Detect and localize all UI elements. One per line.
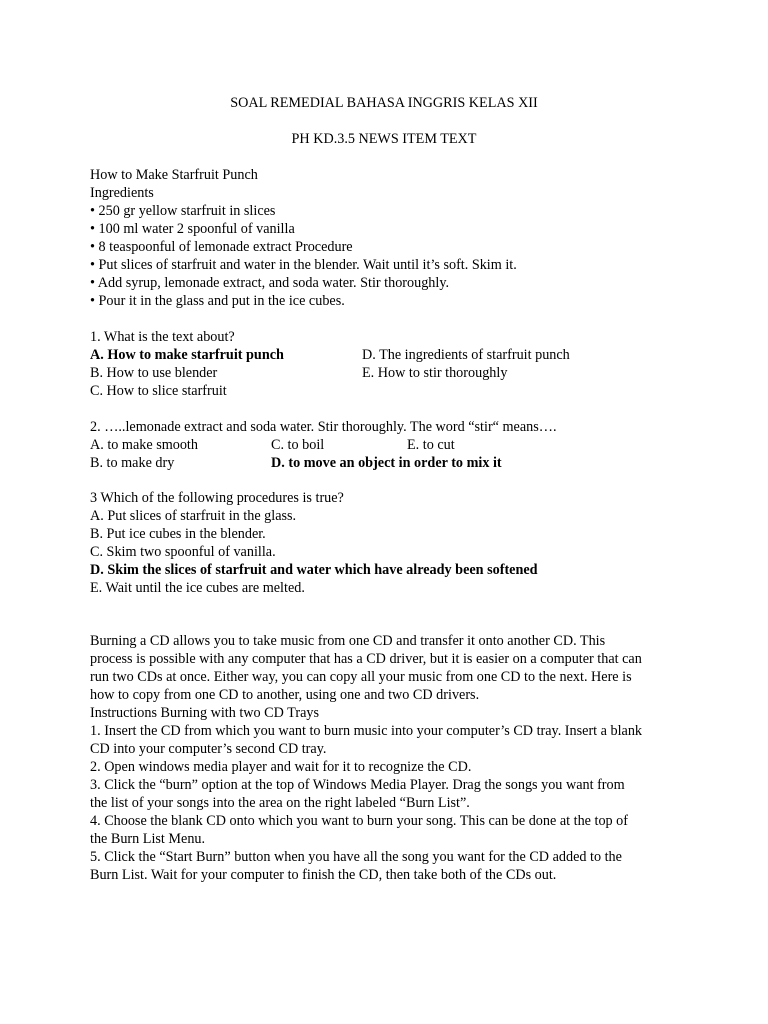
- recipe-line: • 8 teaspoonful of lemonade extract Procedure: [90, 239, 353, 255]
- question-3: [90, 489, 690, 597]
- q2-option-d-answer: D. to move an object in order to mix it: [271, 455, 502, 471]
- recipe-title: How to Make Starfruit Punch: [90, 167, 258, 183]
- question-2-text: 2. …..lemonade extract and soda water. Stir thoroughly. The word “stir“ means….: [90, 419, 557, 435]
- step-line: the Burn List Menu.: [90, 831, 206, 847]
- recipe-text: [90, 166, 690, 310]
- step-line: Burn List. Wait for your computer to finish the CD, then take both of the CDs out.: [90, 867, 557, 883]
- step-line: 2. Open windows media player and wait for it to recognize the CD.: [90, 759, 472, 775]
- q3-option-b: B. Put ice cubes in the blender.: [90, 526, 266, 542]
- passage-line: process is possible with any computer that has a CD driver, but it is easier on a computer that can: [90, 651, 642, 667]
- step-line: 4. Choose the blank CD onto which you want to burn your song. This can be done at the top of: [90, 813, 628, 829]
- q2-option-a: A. to make smooth: [90, 437, 198, 453]
- question-1-text: 1. What is the text about?: [90, 329, 235, 345]
- q1-option-e: E. How to stir thoroughly: [362, 365, 508, 381]
- document-title: SOAL REMEDIAL BAHASA INGGRIS KELAS XII: [230, 95, 538, 111]
- step-line: CD into your computer’s second CD tray.: [90, 741, 327, 757]
- step-line: 3. Click the “burn” option at the top of Windows Media Player. Drag the songs you want from: [90, 777, 625, 793]
- passage-line: Burning a CD allows you to take music from one CD and transfer it onto another CD. This: [90, 633, 606, 649]
- step-line: 5. Click the “Start Burn” button when you have all the song you want for the CD added to the: [90, 849, 622, 865]
- q3-option-d-answer: D. Skim the slices of starfruit and water which have already been softened: [90, 562, 538, 578]
- recipe-line: • 100 ml water 2 spoonful of vanilla: [90, 221, 295, 237]
- q3-option-a: A. Put slices of starfruit in the glass.: [90, 508, 297, 524]
- document-subtitle: PH KD.3.5 NEWS ITEM TEXT: [291, 131, 477, 147]
- q3-option-e: E. Wait until the ice cubes are melted.: [90, 580, 305, 596]
- question-3-text: 3 Which of the following procedures is true?: [90, 490, 344, 506]
- q1-option-a-answer: A. How to make starfruit punch: [90, 347, 284, 363]
- step-line: the list of your songs into the area on the right labeled “Burn List”.: [90, 795, 470, 811]
- q2-option-e: E. to cut: [407, 437, 455, 453]
- q1-option-c: C. How to slice starfruit: [90, 383, 227, 399]
- q3-option-c: C. Skim two spoonful of vanilla.: [90, 544, 276, 560]
- passage-line: run two CDs at once. Either way, you can copy all your music from one CD to the next. Here is: [90, 669, 632, 685]
- q1-option-d: D. The ingredients of starfruit punch: [362, 347, 570, 363]
- q2-option-c: C. to boil: [271, 437, 325, 453]
- cd-burning-passage: [90, 632, 690, 884]
- q2-option-b: B. to make dry: [90, 455, 175, 471]
- recipe-line: • 250 gr yellow starfruit in slices: [90, 203, 276, 219]
- step-line: 1. Insert the CD from which you want to burn music into your computer’s CD tray. Insert a blank: [90, 723, 643, 739]
- instructions-heading: Instructions Burning with two CD Trays: [90, 705, 319, 721]
- recipe-line: • Pour it in the glass and put in the ice cubes.: [90, 293, 345, 309]
- recipe-line: • Put slices of starfruit and water in the blender. Wait until it’s soft. Skim it.: [90, 257, 517, 273]
- recipe-line: • Add syrup, lemonade extract, and soda water. Stir thoroughly.: [90, 275, 450, 291]
- q1-option-b: B. How to use blender: [90, 365, 218, 381]
- passage-line: how to copy from one CD to another, using one and two CD drivers.: [90, 687, 480, 703]
- ingredients-label: Ingredients: [90, 185, 154, 201]
